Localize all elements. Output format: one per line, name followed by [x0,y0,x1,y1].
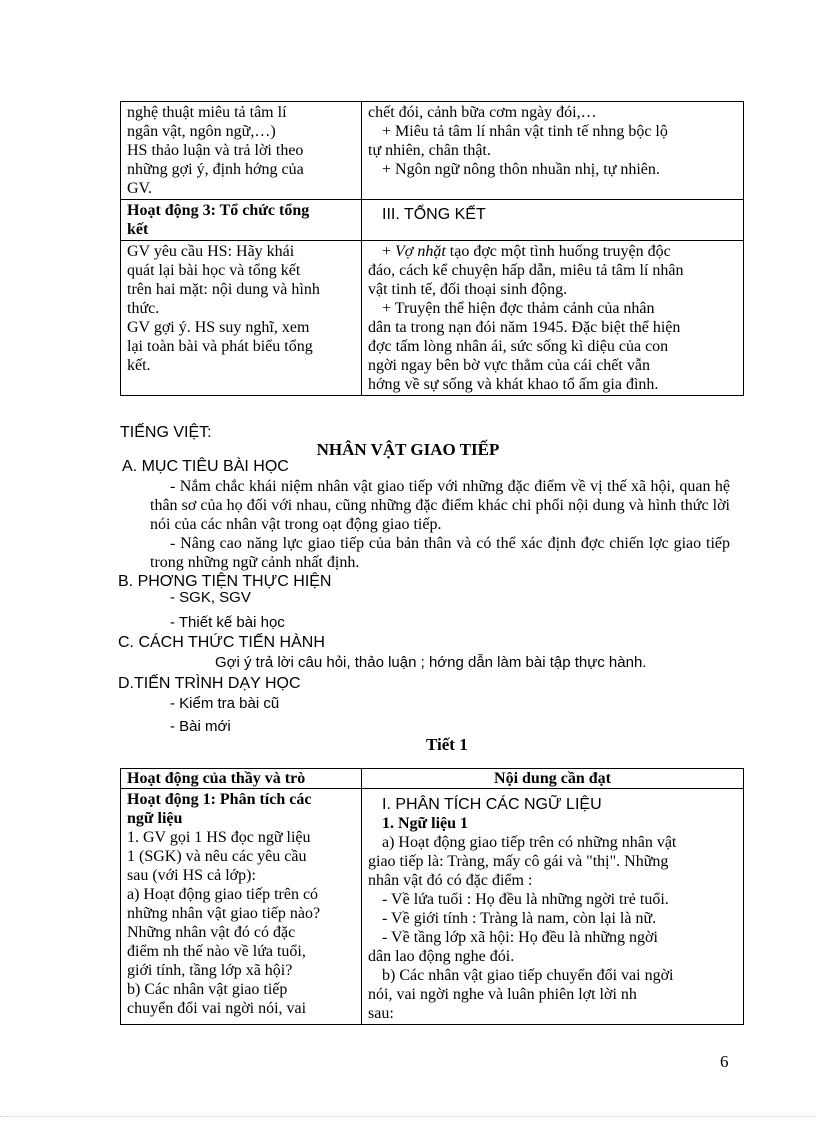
cell-line: hớng về sự sống và khát khao tổ ấm gia đình. [368,376,659,393]
cell-line: 1 (SGK) và nêu các yêu cầu [127,848,307,865]
cell-line: kết. [127,357,151,374]
cell-line: dân ta trong nạn đói năm 1945. Đặc biệt thể hiện [368,319,681,336]
cell-line: sau (với HS cả lớp): [127,867,256,884]
heading-c: C. CÁCH THỨC TIẾN HÀNH [118,634,325,651]
cell-line: chết đói, cảnh bữa cơm ngày đói,… [368,104,597,121]
heading-a: A. MỤC TIÊU BÀI HỌC [122,458,289,475]
cell-line: GV. [127,180,153,197]
table-cell-right [362,241,744,396]
period-title: Tiết 1 [426,735,468,754]
table-row [121,789,744,1025]
lesson-table-2 [120,768,744,1025]
cell-line: b) Các nhân vật giao tiếp chuyển đổi vai ngời [382,967,674,984]
activity-heading: Hoạt động 3: Tổ chức tổng [127,202,310,219]
activity-heading: ngữ liệu [127,810,183,827]
section-label: TIẾNG VIỆT: [120,424,212,441]
paragraph-a1: - Nắm chắc khái niệm nhân vật giao tiếp với những đặc điểm về vị thế xã hội, quan hệ thân sơ của họ đối với nhau, cũng những đặc điểm khác chi phối nội dung và hình thức lời nói của các nhân vật trong oạt động giao tiếp. [150,478,730,533]
cell-line: - Về tầng lớp xã hội: Họ đều là những ngời [382,929,658,946]
cell-line: ngời ngay bên bờ vực thẳm của cái chết vẫn [368,357,650,374]
cell-line: nói, vai ngời nghe và luân phiên lợt lời nh [368,986,637,1003]
list-item: - SGK, SGV [170,589,251,606]
cell-line: + Truyện thể hiện đợc thảm cảnh của nhân [382,300,655,317]
column-header: Nội dung cần đạt [362,769,744,789]
section-heading: I. PHÂN TÍCH CÁC NGỮ LIỆU [382,796,602,813]
cell-line: đáo, cách kể chuyện hấp dẫn, miêu tả tâm lí nhân [368,262,684,279]
cell-line: dân lao động nghe đói. [368,948,515,965]
list-item: - Bài mới [170,718,231,735]
lesson-title: NHÂN VẬT GIAO TIẾP [316,440,500,459]
table-header-row [121,769,744,789]
cell-line: - Về giới tính : Tràng là nam, còn lại là nữ. [382,910,657,927]
activity-heading: Hoạt động 1: Phân tích các [127,791,312,808]
list-item: - Thiết kế bài học [170,614,285,631]
table-cell-left [121,102,362,200]
table-row [121,102,744,200]
cell-line: a) Hoạt động giao tiếp trên có [127,886,319,903]
cell-line: sau: [368,1005,394,1022]
heading-b: B. PHƠNG TIỆN THỰC HIỆN [118,573,332,590]
bullet-plus: + [382,243,392,260]
cell-line: giới tính, tầng lớp xã hội? [127,962,293,979]
cell-line: b) Các nhân vật giao tiếp [127,981,288,998]
lesson-table-1 [120,101,744,396]
cell-line: 1. GV gọi 1 HS đọc ngữ liệu [127,829,311,846]
cell-line: vật tinh tế, đối thoại sinh động. [368,281,568,298]
cell-line: a) Hoạt động giao tiếp trên có những nhân vật [382,834,677,851]
heading-d: D.TIẾN TRÌNH DẠY HỌC [118,675,301,692]
paragraph-a2: - Nâng cao năng lực giao tiếp của bản thân và có thể xác định đợc chiến lợc giao tiếp trong những ngữ cảnh nhất định. [150,535,730,571]
cell-line: quát lại bài học và tổng kết [127,262,301,279]
table-cell-left [121,789,362,1025]
cell-line: + Miêu tả tâm lí nhân vật tinh tế nhng bộc lộ [382,123,668,140]
cell-line: thức. [127,300,160,317]
cell-line: + Ngôn ngữ nông thôn nhuần nhị, tự nhiên. [382,161,660,178]
cell-line: điểm nh thế nào về lứa tuổi, [127,943,306,960]
method-text: Gợi ý trả lời câu hỏi, thảo luận ; hớng dẫn làm bài tập thực hành. [215,654,647,671]
cell-line: chuyển đổi vai ngời nói, vai [127,1000,307,1017]
cell-line: những nhân vật giao tiếp nào? [127,905,321,922]
table-cell-right [362,200,744,241]
cell-line: giao tiếp là: Tràng, mấy cô gái và "thị". Những [368,853,669,870]
table-cell-left [121,241,362,396]
cell-line: Những nhân vật đó có đặc [127,924,296,941]
cell-line: GV yêu cầu HS: Hãy khái [127,243,295,260]
cell-line: - Về lứa tuổi : Họ đều là những ngời trẻ tuổi. [382,891,669,908]
table-cell-right [362,102,744,200]
cell-line: nghệ thuật miêu tả tâm lí [127,104,287,121]
column-header: Hoạt động của thầy và trò [121,769,362,789]
cell-line: nhân vật đó có đặc điểm : [368,872,533,889]
activity-heading: kết [127,221,149,238]
table-cell-right [362,789,744,1025]
cell-line: ngân vật, ngôn ngữ,…) [127,123,276,140]
table-row [121,200,744,241]
section-heading: III. TỔNG KẾT [382,206,486,223]
cell-line [368,242,737,261]
cell-line: đợc tấm lòng nhân ái, sức sống kì diệu của con [368,338,669,355]
work-title: Vợ nhặt [395,243,446,260]
table-row [121,241,744,396]
table-cell-left [121,200,362,241]
page-number: 6 [720,1052,729,1071]
cell-line: GV gợi ý. HS suy nghĩ, xem [127,319,310,336]
cell-line: HS thảo luận và trả lời theo [127,142,304,159]
cell-line: những gợi ý, định hớng của [127,161,304,178]
subsection-heading: 1. Ngữ liệu 1 [382,815,469,832]
cell-line: trên hai mặt: nội dung và hình [127,281,320,298]
cell-text: tạo đợc một tình huống truyện độc [449,243,671,260]
list-item: - Kiểm tra bài cũ [170,695,280,712]
page-bottom-divider [0,1116,816,1117]
cell-line: tự nhiên, chân thật. [368,142,491,159]
cell-line: lại toàn bài và phát biểu tổng [127,338,313,355]
